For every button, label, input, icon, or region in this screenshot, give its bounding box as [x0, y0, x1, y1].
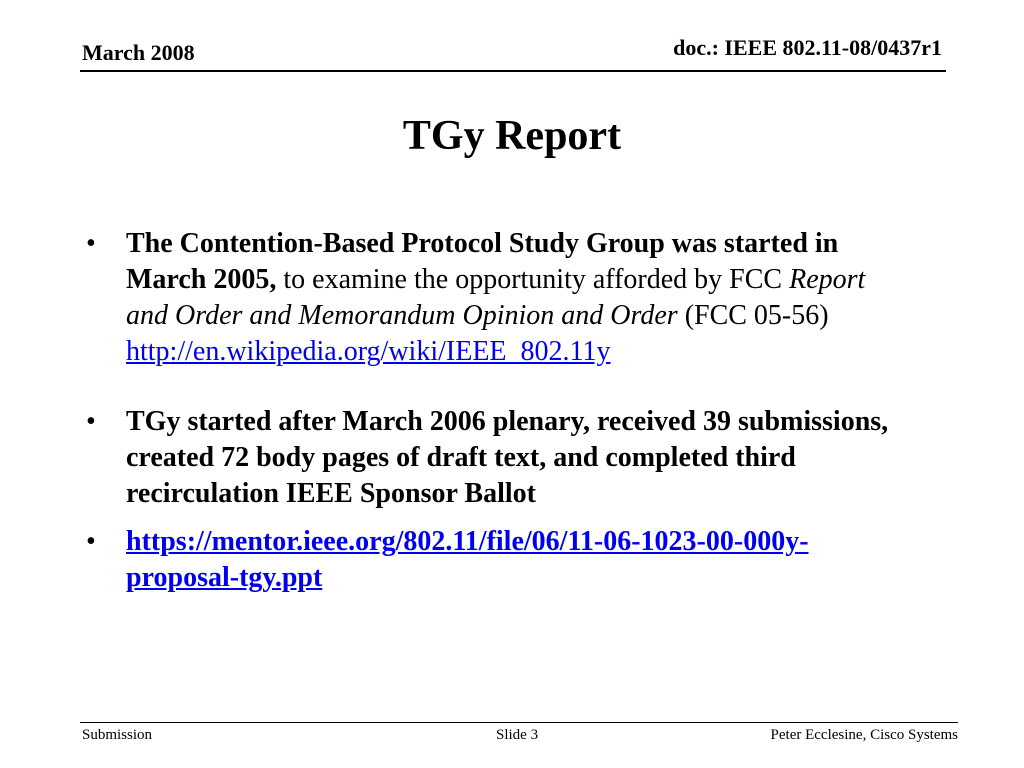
footer-author: Peter Ecclesine, Cisco Systems — [770, 727, 958, 743]
bullet-italic-text: Report and Order and Memorandum Opinion and Order — [126, 264, 866, 331]
header-doc-id: doc.: IEEE 802.11-08/0437r1 — [673, 35, 942, 60]
footer-slide-number: Slide 3 — [496, 727, 539, 743]
bullet-text: (FCC 05-56) — [677, 300, 829, 331]
bullet-item — [0, 404, 906, 512]
bullet-item — [0, 226, 906, 370]
bullet-bold-text: TGy started after March 2006 plenary, received 39 submissions, created 72 body pages of draft text, and completed third recirculation IEEE Sponsor Ballot — [126, 406, 889, 509]
slide-title: TGy Report — [402, 113, 622, 159]
header-date: March 2008 — [82, 40, 195, 65]
bullet-marker: • — [86, 526, 96, 557]
bullet-marker: • — [86, 228, 96, 259]
header-divider — [80, 70, 946, 72]
bullet-text: to examine the opportunity afforded by FCC — [276, 264, 790, 295]
bullet-marker: • — [86, 406, 96, 437]
footer-submission: Submission — [82, 727, 153, 743]
mentor-link[interactable]: https://mentor.ieee.org/802.11/file/06/11-06-1023-00-000y-proposal-tgy.ppt — [126, 526, 809, 593]
footer-divider — [80, 722, 958, 723]
bullet-list — [0, 226, 1024, 596]
wikipedia-link[interactable]: http://en.wikipedia.org/wiki/IEEE_802.11y — [126, 336, 611, 367]
bullet-item — [0, 524, 906, 596]
bullet-bold-text: The Contention-Based Protocol Study Group was started in March 2005, — [126, 228, 839, 295]
